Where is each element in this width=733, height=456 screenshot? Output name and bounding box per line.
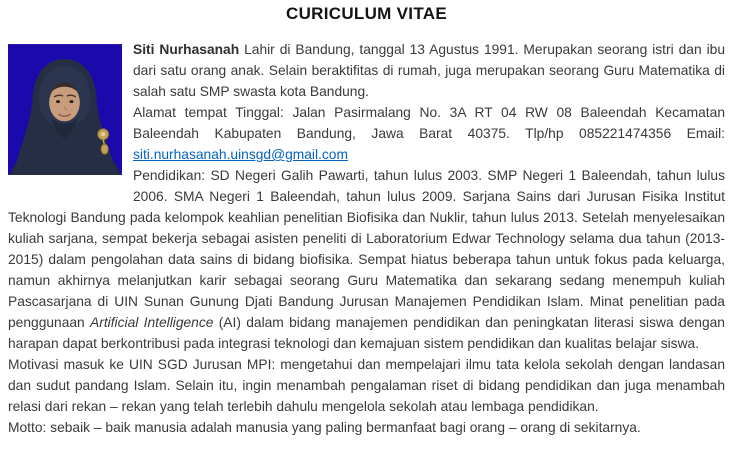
education-text-continued: (AI) dalam bidang manajemen pendidikan dan peningkatan literasi siswa dengan harapan dapat berkontribusi pada integrasi teknologi dan kemajuan sistem pendidikan dan kualitas belajar siswa. xyxy=(8,315,725,351)
person-name: Siti Nurhasanah xyxy=(133,42,240,57)
document-title: CURICULUM VITAE xyxy=(286,4,447,23)
contact-text: Alamat tempat Tinggal: Jalan Pasirmalang No. 3A RT 04 RW 08 Baleendah Kecamatan Baleendah Kabupaten Bandung, Jawa Barat 40375. Tlp/hp 085221474356 Email: xyxy=(133,105,725,141)
italic-phrase: Artificial Intelligence xyxy=(90,315,214,330)
cv-body xyxy=(8,39,725,438)
bio-text: Lahir di Bandung, tanggal 13 Agustus 1991. Merupakan seorang istri dan ibu dari satu orang anak. Selain beraktifitas di rumah, juga merupakan seorang Guru Matematika di salah satu SMP swasta kota Bandung. xyxy=(133,42,725,99)
education-text: Pendidikan: SD Negeri Galih Pawarti, tahun lulus 2003. SMP Negeri 1 Baleendah, tahun lulus 2006. SMA Negeri 1 Baleendah, tahun lulus 2009. Sarjana Sains dari Jurusan Fisika Institut Teknologi Bandung pada kelompok keahlian penelitian Biofisika dan Nuklir, tahun lulus 2013. Setelah menyelesaikan kuliah sarjana, sempat bekerja sebagai asisten peneliti di Laboratorium Edwar Technology selama dua tahun (2013-2015) dalam pengolahan data sains di bidang biofisika. Sempat hiatus beberapa tahun untuk fokus pada keluarga, namun akhirnya melanjutkan karir sebagai seorang Guru Matematika dan sekarang sedang menempuh kuliah Pascasarjana di UIN Sunan Gunung Djati Bandung Jurusan Manajemen Pendidikan Islam. Minat penelitian pada penggunaan xyxy=(8,168,725,330)
email-link[interactable]: siti.nurhasanah.uinsgd@gmail.com xyxy=(133,147,348,162)
profile-photo xyxy=(8,44,122,175)
profile-photo-image xyxy=(8,44,122,175)
education-paragraph xyxy=(8,165,725,354)
motivation-paragraph: Motivasi masuk ke UIN SGD Jurusan MPI: mengetahui dan mempelajari ilmu tata kelola sekolah dengan landasan dan sudut pandang Islam. Selain itu, ingin menambah pengalaman riset di bidang pendidikan dan juga menambah relasi dari rekan – rekan yang telah terlebih dahulu mengelola sekolah atau lembaga pendidikan. xyxy=(8,357,725,414)
motto-paragraph: Motto: sebaik – baik manusia adalah manusia yang paling bermanfaat bagi orang – orang di sekitarnya. xyxy=(8,420,641,435)
